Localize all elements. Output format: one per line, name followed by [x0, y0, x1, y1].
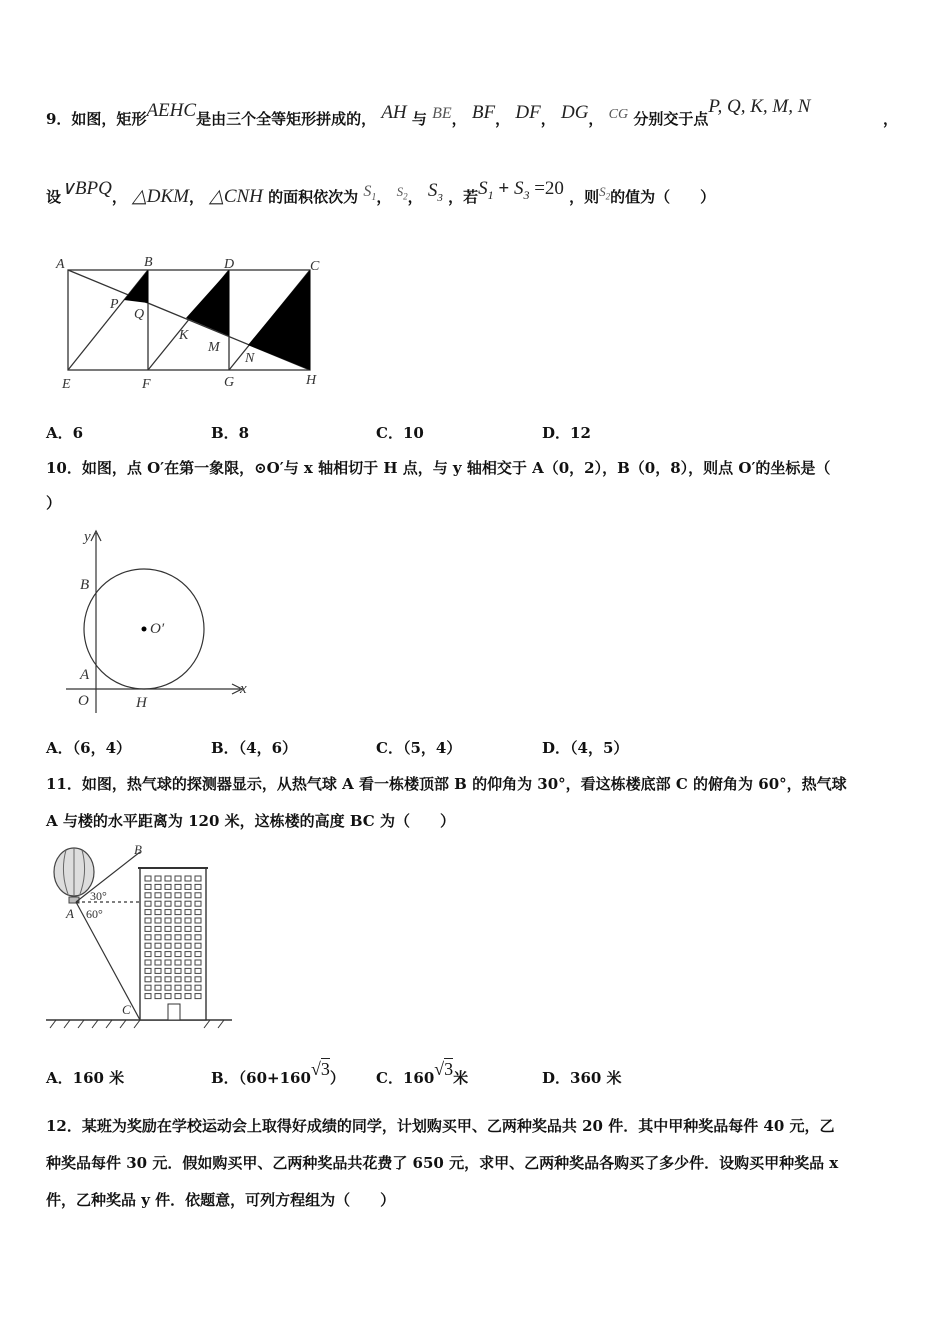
label-angle-30: 30° [90, 889, 107, 903]
math-tri-dkm: △DKM [132, 186, 189, 207]
label-K: K [179, 328, 189, 343]
label-y: y [84, 529, 91, 545]
q10-figure-circle [60, 525, 260, 715]
label-B: B [134, 842, 142, 857]
label-N: N [245, 351, 255, 366]
math-s1: $S_1$ [363, 183, 377, 204]
label-F: F [142, 377, 151, 392]
label-H: H [136, 695, 147, 711]
q9-figure-rectangles [50, 248, 335, 398]
label-C: C [122, 1002, 131, 1017]
label-P: P [110, 297, 119, 312]
q12-stem-line1: 12．某班为奖励在学校运动会上取得好成绩的同学，计划购买甲、乙两种奖品共 20 件．其中甲种奖品每件 40 元，乙 [46, 1117, 835, 1135]
q11-option-c[interactable]: C．160√3米 [376, 1059, 469, 1087]
q12-stem-line3: 件，乙种奖品 y 件．依题意，可列方程组为（ ） [46, 1191, 396, 1209]
sqrt-icon: √3 [434, 1059, 454, 1079]
q9-option-a[interactable]: A．6 [46, 424, 84, 442]
q10-stem-line2: ） [46, 494, 62, 512]
q10-option-a[interactable]: A．（6，4） [46, 739, 132, 757]
q9-option-b[interactable]: B．8 [211, 424, 250, 442]
q10-stem-line1: 10．如图，点 O′在第一象限，⊙O′与 x 轴相切于 H 点，与 y 轴相交于 A（0，2），B（0，8），则点 O′的坐标是（ [46, 459, 831, 477]
math-rect: AEHC [146, 100, 197, 121]
label-B: B [80, 577, 90, 593]
math-s2b: $S_2$ [599, 184, 611, 202]
q10-option-c[interactable]: C．（5，4） [376, 739, 462, 757]
label-D: D [224, 257, 235, 272]
label-M: M [208, 340, 220, 355]
label-angle-60: 60° [86, 907, 103, 921]
q9-stem-line2: 设∨BPQ， △DKM， △CNH 的面积依次为 $S_1$， $S_2$， $S_3$ ，若$S_1 + S_3 =20$ ，则$S_2$的值为（ ） [46, 178, 716, 207]
math-bf: BF [471, 102, 496, 123]
sqrt-icon: √3 [310, 1059, 330, 1079]
label-E: E [62, 377, 71, 392]
label-A: A [66, 906, 74, 921]
label-G: G [224, 375, 235, 390]
math-dg: DG [560, 102, 589, 123]
math-cg: CG [608, 107, 629, 122]
q11-stem-line1: 11．如图，热气球的探测器显示，从热气球 A 看一栋楼顶部 B 的仰角为 30°，看这栋楼底部 C 的俯角为 60°，热气球 [46, 775, 847, 793]
label-B: B [144, 255, 153, 270]
q10-option-d[interactable]: D．（4，5） [542, 739, 629, 757]
math-be: BE [432, 105, 452, 122]
q11-stem-line2: A 与楼的水平距离为 120 米，这栋楼的高度 BC 为（ ） [46, 812, 455, 830]
math-s2: $S_2$ [396, 184, 408, 202]
q11-option-b[interactable]: B．（60+160√3） [211, 1059, 345, 1087]
q11-option-d[interactable]: D．360 米 [542, 1069, 622, 1087]
math-tri-cnh: △CNH [209, 186, 263, 207]
label-x: x [240, 681, 247, 697]
math-ah: AH [381, 102, 407, 123]
label-A: A [80, 667, 90, 683]
q9-stem-line1: 9．如图，矩形AEHC是由三个全等矩形拼成的， AH 与 BE， BF， DF， DG， CG 分别交于点P, Q, K, M, N ， [46, 96, 899, 128]
math-condition: $S_1 + S_3 =20$ [478, 178, 564, 202]
q12-stem-line2: 种奖品每件 30 元．假如购买甲、乙两种奖品共花费了 650 元，求甲、乙两种奖品各购买了多少件．设购买甲种奖品 x [46, 1154, 839, 1172]
label-H: H [306, 373, 317, 388]
label-C: C [310, 259, 320, 274]
q10-option-b[interactable]: B．（4，6） [211, 739, 298, 757]
label-O: O [78, 693, 89, 709]
label-A: A [56, 257, 65, 272]
label-Q: Q [134, 307, 145, 322]
q9-option-c[interactable]: C．10 [376, 424, 424, 442]
q11-option-a[interactable]: A．160 米 [46, 1069, 125, 1087]
label-O-prime: O′ [150, 621, 165, 637]
math-s3: $S_3$ [427, 180, 443, 204]
math-df: DF [515, 102, 541, 123]
q9-option-d[interactable]: D．12 [542, 424, 591, 442]
q11-figure-balloon-building [44, 842, 239, 1032]
math-tri-bpq: ∨BPQ [61, 178, 112, 199]
math-points: P, Q, K, M, N [708, 96, 811, 117]
